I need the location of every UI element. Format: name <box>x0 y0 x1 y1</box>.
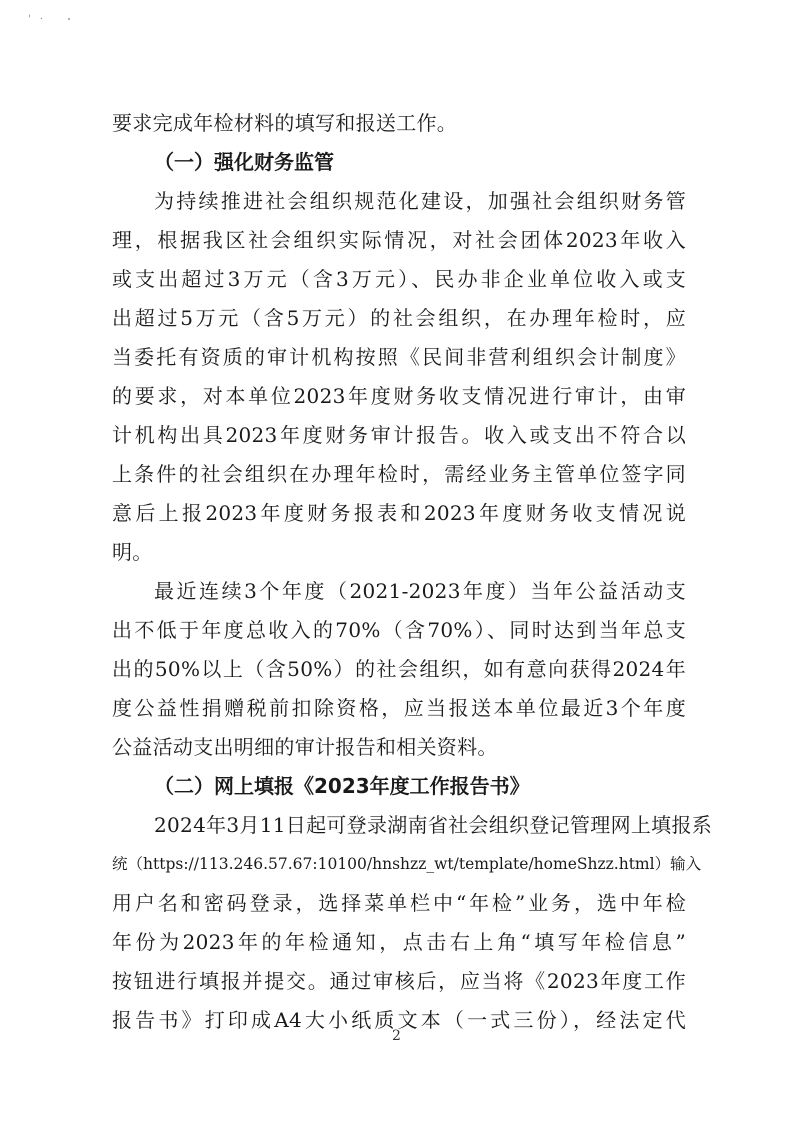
paragraph-line: 出超过5万元（含5万元）的社会组织，在办理年检时，应 <box>112 306 686 330</box>
paragraph-line: 按钮进行填报并提交。通过审核后，应当将《2023年度工作 <box>112 969 686 993</box>
scan-artifact: ' · <box>28 14 47 25</box>
paragraph-line: 明。 <box>112 540 153 564</box>
paragraph-line: 报告书》打印成A4大小纸质文本（一式三份），经法定代 <box>112 1008 686 1032</box>
paragraph-line: 为持续推进社会组织规范化建设，加强社会组织财务管 <box>154 189 686 213</box>
paragraph-line: 出的50%以上（含50%）的社会组织，如有意向获得2024年 <box>112 657 686 681</box>
paragraph-line: 公益活动支出明细的审计报告和相关资料。 <box>112 735 498 759</box>
paragraph-line: 意后上报2023年度财务报表和2023年度财务收支情况说 <box>112 501 686 525</box>
paragraph-line: 最近连续3个年度（2021-2023年度）当年公益活动支 <box>154 579 686 603</box>
paragraph-line: 理，根据我区社会组织实际情况，对社会团体2023年收入 <box>112 228 686 252</box>
scan-dot <box>68 18 70 20</box>
paragraph-line-url: 统（https://113.246.57.67:10100/hnshzz_wt/template/homeShzz.html）输入 <box>112 855 702 873</box>
paragraph-line: 要求完成年检材料的填写和报送工作。 <box>112 111 458 135</box>
paragraph-line: 用户名和密码登录，选择菜单栏中“年检”业务，选中年检 <box>112 891 686 915</box>
paragraph-line: 出不低于年度总收入的70%（含70%）、同时达到当年总支 <box>112 618 686 642</box>
section-heading-online-filing: （二）网上填报《2023年度工作报告书》 <box>154 774 530 798</box>
page-number: 2 <box>392 1028 401 1044</box>
paragraph-line: 度公益性捐赠税前扣除资格，应当报送本单位最近3个年度 <box>112 696 686 720</box>
paragraph-line: 当委托有资质的审计机构按照《民间非营利组织会计制度》 <box>112 345 686 369</box>
paragraph-line: 计机构出具2023年度财务审计报告。收入或支出不符合以 <box>112 423 686 447</box>
body-text <box>112 104 713 1040</box>
paragraph-line: 上条件的社会组织在办理年检时，需经业务主管单位签字同 <box>112 462 686 486</box>
section-heading-finance: （一）强化财务监管 <box>154 150 334 174</box>
paragraph-line: 的要求，对本单位2023年度财务收支情况进行审计，由审 <box>112 384 686 408</box>
paragraph-line: 2024年3月11日起可登录湖南省社会组织登记管理网上填报系 <box>154 813 713 837</box>
paragraph-line: 或支出超过3万元（含3万元）、民办非企业单位收入或支 <box>112 267 686 291</box>
paragraph-line: 年份为2023年的年检通知，点击右上角“填写年检信息” <box>112 930 686 954</box>
